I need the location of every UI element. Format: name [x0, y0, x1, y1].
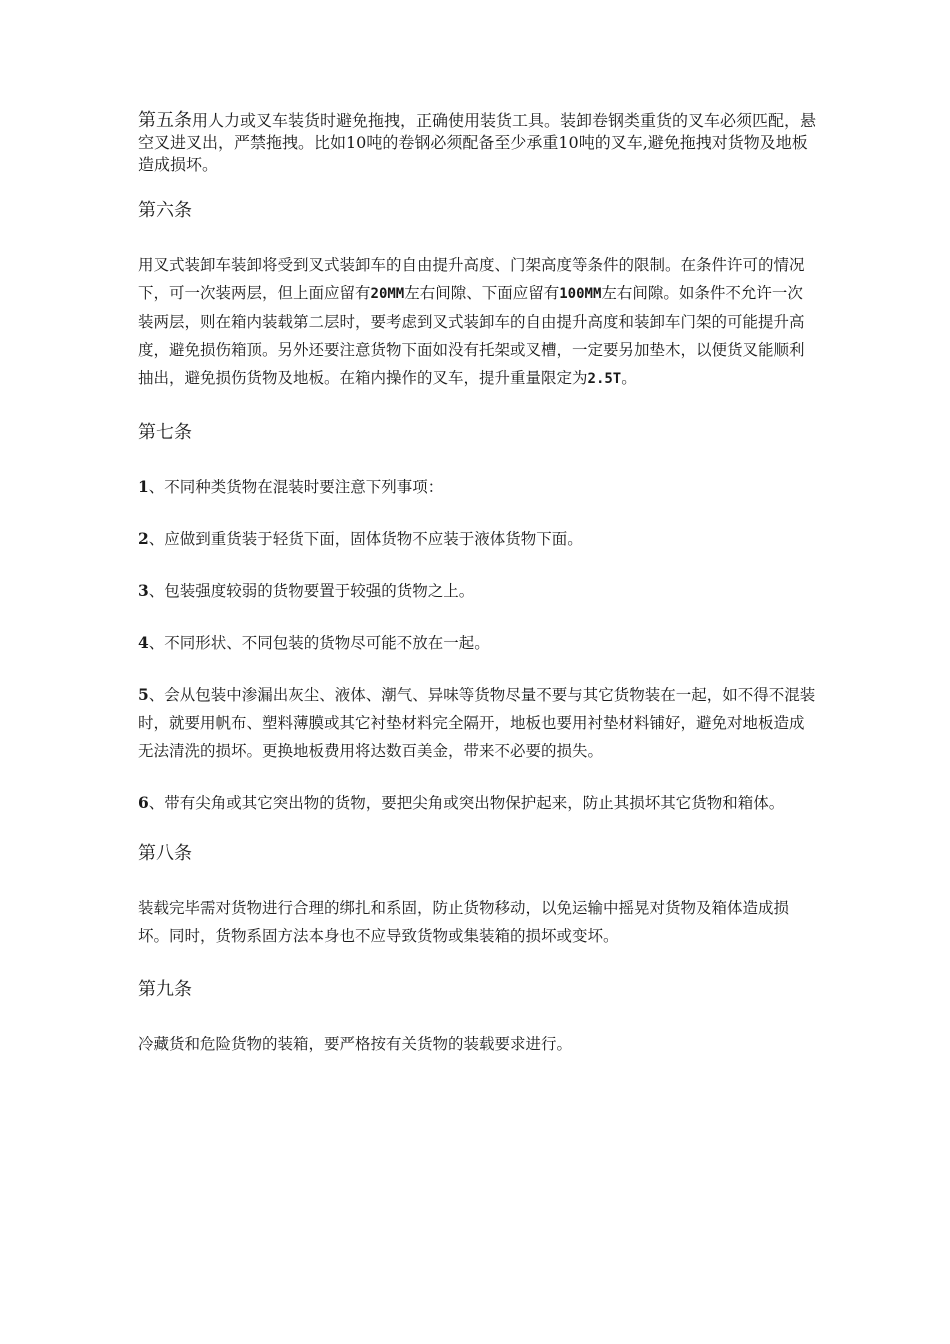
list-item-text: 、应做到重货装于轻货下面，固体货物不应装于液体货物下面。 [148, 530, 583, 548]
list-item-text: 、带有尖角或其它突出物的货物，要把尖角或突出物保护起来，防止其损坏其它货物和箱体。 [148, 794, 785, 812]
article-9-paragraph: 冷藏货和危险货物的装箱，要严格按有关货物的装载要求进行。 [138, 1035, 573, 1053]
article-5-text: 用人力或叉车装货时避免拖拽，正确使用装货工具。装卸卷钢类重货的叉车必须匹配，悬空叉进叉出，严禁拖拽。比如10吨的卷钢必须配备至少承重10吨的叉车,避免拖拽对货物及地板造成损坏。 [138, 111, 817, 174]
article-6-paragraph [138, 251, 816, 393]
list-item-number: 5 [138, 685, 149, 704]
article-6-text-part-2: 左右间隙、下面应留有 [404, 284, 560, 302]
article-8-paragraph: 装载完毕需对货物进行合理的绑扎和系固，防止货物移动，以免运输中摇晃对货物及箱体造成损坏。同时，货物系固方法本身也不应导致货物或集装箱的损坏或变坏。 [138, 899, 790, 945]
list-item-text: 、包装强度较弱的货物要置于较强的货物之上。 [148, 582, 475, 600]
article-9-heading: 第九条 [138, 979, 192, 1000]
list-item-number: 2 [138, 529, 149, 548]
list-item [138, 629, 816, 657]
list-item-text: 、会从包装中渗漏出灰尘、液体、潮气、异味等货物尽量不要与其它货物装在一起，如不得不混装时，就要用帆布、塑料薄膜或其它衬垫材料完全隔开，地板也要用衬垫材料铺好，避免对地板造成无法清洗的损坏。更换地板费用将达数百美金，带来不必要的损失。 [138, 686, 816, 760]
article-6-text-part-3: 左右间隙。如条件不允许一次装两层，则在箱内装载第二层时，要考虑到叉式装卸车的自由提升高度和装卸车门架的可能提升高度，避免损伤箱顶。另外还要注意货物下面如没有托架或叉槽，一定要另加垫木，以便货叉能顺利抽出，避免损伤货物及地板。在箱内操作的叉车，提升重量限定为 [138, 284, 805, 387]
list-item-text: 、不同形状、不同包装的货物尽可能不放在一起。 [148, 634, 490, 652]
article-7-heading: 第七条 [138, 422, 192, 443]
article-6-text-part-1: 用叉式装卸车装卸将受到叉式装卸车的自由提升高度、门架高度等条件的限制。在条件许可的情况下，可一次装两层，但上面应留有 [138, 256, 805, 302]
list-item-text: 、不同种类货物在混装时要注意下列事项： [148, 478, 444, 496]
document-page [138, 110, 816, 1085]
article-6-bottom-gap-value: 100MM [559, 286, 602, 302]
list-item-number: 6 [138, 793, 149, 812]
article-6-top-gap-value: 20MM [370, 286, 405, 302]
article-5-paragraph [138, 110, 816, 176]
article-5-label: 第五条 [138, 110, 192, 131]
article-6-heading: 第六条 [138, 200, 192, 221]
list-item [138, 681, 816, 765]
article-6-text-part-4: 。 [621, 369, 637, 387]
list-item-number: 3 [138, 581, 149, 600]
list-item [138, 577, 816, 605]
list-item-number: 4 [138, 633, 149, 652]
list-item [138, 525, 816, 553]
list-item [138, 473, 816, 501]
article-6-weight-limit-value: 2.5T [587, 371, 622, 387]
list-item [138, 789, 816, 817]
list-item-number: 1 [138, 477, 149, 496]
article-8-heading: 第八条 [138, 843, 192, 864]
